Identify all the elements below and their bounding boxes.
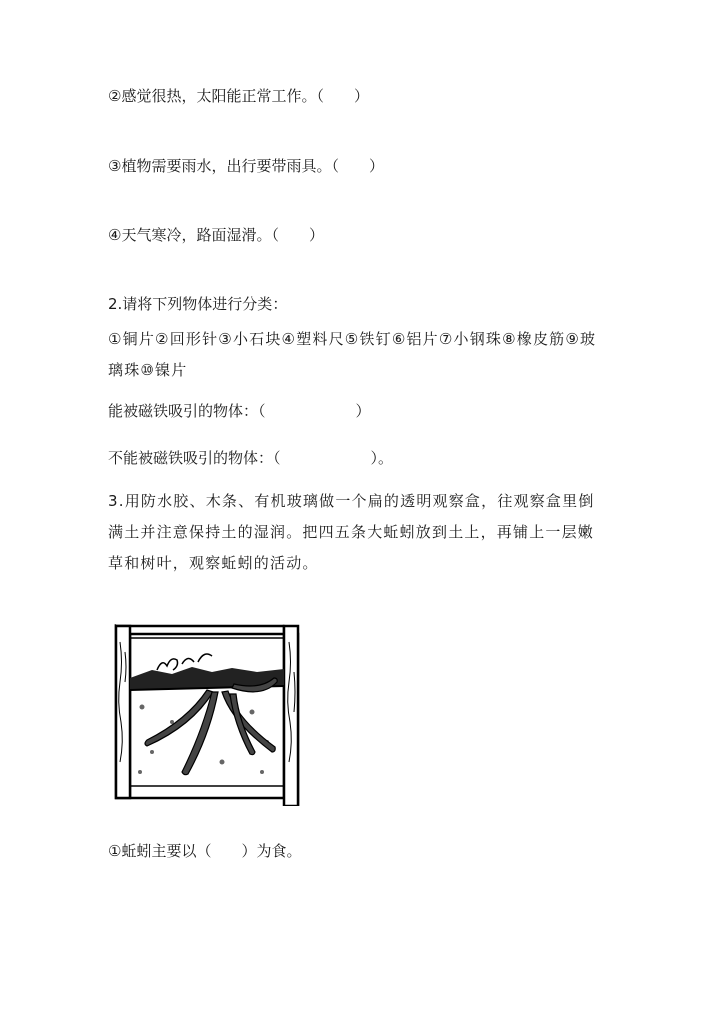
question-1-item-3: ③植物需要雨水，出行要带雨具。（ ） (108, 157, 384, 175)
question-2-magnetic-blank: 能被磁铁吸引的物体：（ ） (108, 402, 371, 420)
question-1-item-2: ②感觉很热，太阳能正常工作。（ ） (108, 87, 369, 105)
question-1-item-4: ④天气寒冷，路面湿滑。（ ） (108, 226, 324, 244)
question-3-item-1: ①蚯蚓主要以（ ）为食。 (108, 842, 302, 860)
question-2-items: ①铜片②回形针③小石块④塑料尺⑤铁钉⑥铝片⑦小钢珠⑧橡皮筋⑨玻璃珠⑩镍片 (108, 330, 597, 379)
question-2-title: 2.请将下列物体进行分类： (108, 295, 288, 313)
question-3-text: 3.用防水胶、木条、有机玻璃做一个扁的透明观察盒，往观察盒里倒满土并注意保持土的湿润。把四五条大蚯蚓放到土上，再铺上一层嫩草和树叶，观察蚯蚓的活动。 (108, 492, 595, 572)
earthworm-observation-box-illustration (112, 612, 312, 806)
question-2-nonmagnetic-blank: 不能被磁铁吸引的物体：（ ）。 (108, 449, 394, 467)
